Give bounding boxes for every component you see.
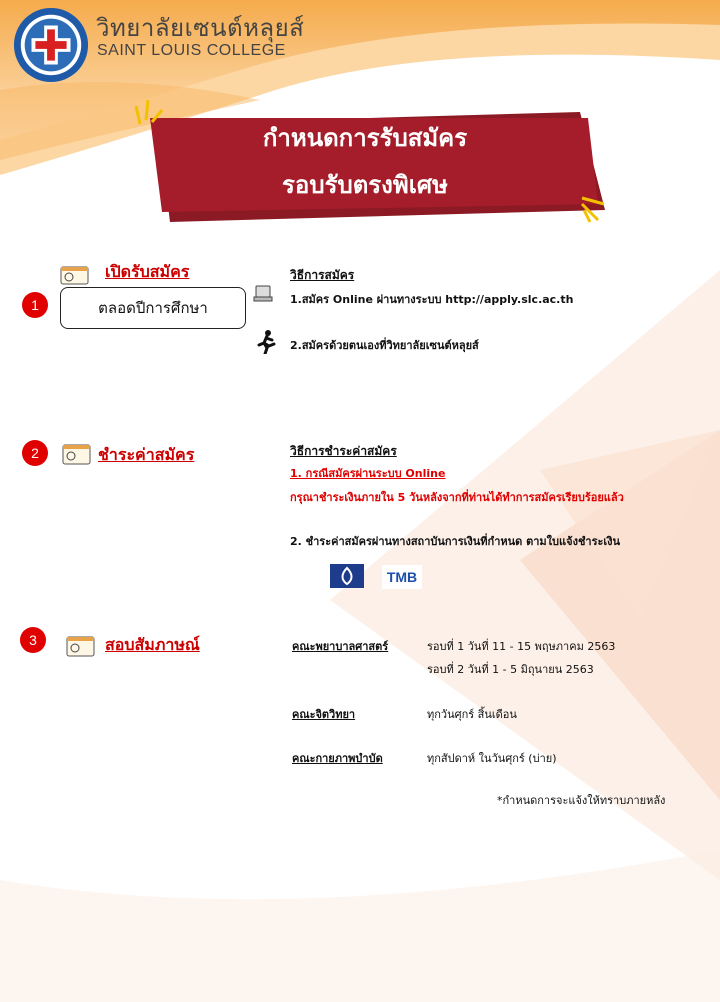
step2-title: ชำระค่าสมัคร xyxy=(98,445,195,464)
faculty-physical-therapy: คณะกายภาพบำบัด xyxy=(292,752,383,765)
faculty-nursing: คณะพยาบาลศาสตร์ xyxy=(292,640,389,653)
banner-title-line1: กำหนดการรับสมัคร xyxy=(262,124,468,152)
online-payment-note: กรุณาชำระเงินภายใน 5 วันหลังจากที่ท่านได้ทำการสมัครเรียบร้อยแล้ว xyxy=(290,491,624,504)
online-case-text: 1. กรณีสมัครผ่านระบบ Online xyxy=(290,467,446,480)
college-name-thai: วิทยาลัยเซนต์หลุยส์ xyxy=(96,14,305,42)
walkin-application-text: 2.สมัครด้วยตนเองที่วิทยาลัยเซนต์หลุยส์ xyxy=(290,339,479,352)
step2-number-badge: 2 xyxy=(22,440,48,466)
payment-method-heading: วิธีการชำระค่าสมัคร xyxy=(290,444,397,458)
sparkle-icon xyxy=(580,196,608,224)
step1-title: เปิดรับสมัคร xyxy=(105,262,190,281)
tmb-logo xyxy=(382,565,422,589)
step3-number-badge: 3 xyxy=(20,627,46,653)
college-logo xyxy=(12,6,90,84)
calendar-icon xyxy=(60,264,90,286)
application-method-heading: วิธีการสมัคร xyxy=(290,268,355,282)
sparkle-icon xyxy=(134,96,164,126)
bank-payment-note: 2. ชำระค่าสมัครผ่านทางสถาบันการเงินที่กำหนด ตามใบแจ้งชำระเงิน xyxy=(290,535,621,548)
step3-title: สอบสัมภาษณ์ xyxy=(105,635,200,654)
step1-number-badge: 1 xyxy=(22,292,48,318)
schedule-footnote: *กำหนดการจะแจ้งให้ทราบภายหลัง xyxy=(497,794,666,807)
calendar-icon xyxy=(66,634,96,658)
calendar-icon xyxy=(62,442,92,466)
banner-title-line2: รอบรับตรงพิเศษ xyxy=(282,171,448,199)
physical-therapy-schedule: ทุกสัปดาห์ ในวันศุกร์ (บ่าย) xyxy=(427,752,557,765)
bangkok-bank-logo xyxy=(330,564,364,588)
tmb-logo-text: TMB xyxy=(386,569,418,585)
college-name-english: SAINT LOUIS COLLEGE xyxy=(97,42,286,59)
walking-person-icon xyxy=(255,330,277,354)
step1-period-box xyxy=(60,287,246,329)
psychology-schedule: ทุกวันศุกร์ สิ้นเดือน xyxy=(427,708,517,721)
computer-icon xyxy=(253,284,275,304)
nursing-round1: รอบที่ 1 วันที่ 11 - 15 พฤษภาคม 2563 xyxy=(427,640,616,653)
online-application-text: 1.สมัคร Online ผ่านทางระบบ http://apply.slc.ac.th xyxy=(290,293,574,306)
step1-period-text: ตลอดปีการศึกษา xyxy=(98,299,208,317)
faculty-psychology: คณะจิตวิทยา xyxy=(292,708,356,721)
nursing-round2: รอบที่ 2 วันที่ 1 - 5 มิถุนายน 2563 xyxy=(427,663,594,676)
